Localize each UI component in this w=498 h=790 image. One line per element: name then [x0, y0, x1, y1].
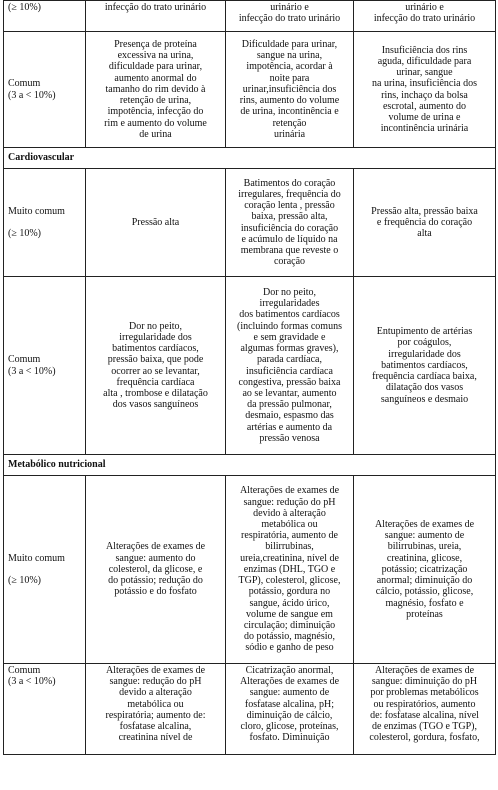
reaction-cell: Pressão alta, pressão baixa e frequência do coração alta [354, 169, 496, 277]
frequency-main: Comum [8, 665, 41, 676]
frequency-sub: (3 a < 10%) [8, 676, 56, 688]
frequency-sub: (3 a < 10%) [8, 89, 56, 101]
reaction-cell: Presença de proteína excessiva na urina, dificuldade para urinar, aumento anormal do tamanho do rim devido à retenção de urina, impotência, infecção do rim e aumento do volume de urina [86, 32, 226, 148]
reaction-cell: Alterações de exames de sangue: aumento de bilirrubinas, ureia, creatinina, glicose, potássio; cicatrização anormal; diminuição do cálcio, potássio, glicose, magnésio, fosfato e proteínas [354, 476, 496, 664]
frequency-sub: (≥ 10%) [8, 227, 41, 239]
adverse-reactions-table [3, 0, 496, 755]
frequency-main: Muito comum [8, 553, 65, 565]
frequency-main: Comum [8, 78, 41, 90]
frequency-sub: (≥ 10%) [8, 2, 41, 13]
frequency-sub: (≥ 10%) [8, 574, 41, 586]
reaction-cell: Alterações de exames de sangue: redução do pH devido à alteração metabólica ou respiratória, aumento de bilirrubinas, ureia,creatinina, nível de enzimas (DHL, TGO e TGP), colesterol, glicose, potássio, gordura no sangue, ácido úrico, volume de sangue em circulação; diminuição do potássio, magnésio, sódio e ganho de peso [226, 476, 354, 664]
table-row [4, 476, 496, 664]
reaction-cell: infecção do trato urinário [86, 1, 226, 32]
table-row [4, 1, 496, 32]
reaction-cell: Cicatrização anormal, Alterações de exames de sangue: aumento de fosfatase alcalina, pH; diminuição de cálcio, cloro, glicose, proteínas, fosfato. Diminuição [226, 664, 354, 755]
frequency-cell [4, 277, 86, 455]
frequency-sub: (3 a < 10%) [8, 365, 56, 377]
reaction-cell: Alterações de exames de sangue: redução do pH devido a alteração metabólica ou respiratória; aumento de: fosfatase alcalina, creatinina nível de [86, 664, 226, 755]
reaction-cell: Dificuldade para urinar, sangue na urina, impotência, acordar à noite para urinar,insuficiência dos rins, aumento do volume de urina, incontinência e retenção urinária [226, 32, 354, 148]
reaction-cell: Entupimento de artérias por coágulos, irregularidade dos batimentos cardíacos, frequência cardíaca baixa, dilatação dos vasos sanguíneos e desmaio [354, 277, 496, 455]
reaction-cell: urinário e infecção do trato urinário [354, 1, 496, 32]
reaction-cell: urinário e infecção do trato urinário [226, 1, 354, 32]
reaction-cell: Insuficiência dos rins aguda, dificuldade para urinar, sangue na urina, insuficiência dos rins, inchaço da bolsa escrotal, aumento do volume de urina e incontinência urinária [354, 32, 496, 148]
table-row [4, 277, 496, 455]
reaction-cell: Dor no peito, irregularidade dos batimentos cardíacos, pressão baixa, que pode ocorrer ao se levantar, frequência cardíaca alta , trombose e dilatação dos vasos sanguíneos [86, 277, 226, 455]
frequency-cell [4, 476, 86, 664]
frequency-cell [4, 169, 86, 277]
reaction-cell: Alterações de exames de sangue: diminuição do pH por problemas metabólicos ou respiratórios, aumento de: fosfatase alcalina, nível de enzimas (TGO e TGP), colesterol, gordura, fosfato, [354, 664, 496, 755]
frequency-cell [4, 664, 86, 755]
reaction-cell: Pressão alta [86, 169, 226, 277]
frequency-main: Comum [8, 354, 41, 366]
frequency-main: Muito comum [8, 206, 65, 218]
section-row-cardiovascular [4, 148, 496, 169]
section-row-metabolic [4, 455, 496, 476]
frequency-cell [4, 32, 86, 148]
table-row [4, 169, 496, 277]
section-heading: Metabólico nutricional [4, 455, 496, 476]
reaction-cell: Alterações de exames de sangue: aumento do colesterol, da glicose, e do potássio; redução do potássio e do fosfato [86, 476, 226, 664]
frequency-cell [4, 1, 86, 32]
reaction-cell: Dor no peito, irregularidades dos batimentos cardíacos (incluindo formas comuns e sem gravidade e algumas formas graves), parada cardíaca, insuficiência cardíaca congestiva, pressão baixa ao se levantar, aumento da pressão pulmonar, desmaio, espasmo das artérias e aumento da pressão venosa [226, 277, 354, 455]
table-row [4, 664, 496, 755]
reaction-cell: Batimentos do coração irregulares, frequência do coração lenta , pressão baixa, pressão alta, insuficiência do coração e acúmulo de líquido na membrana que reveste o coração [226, 169, 354, 277]
table-row [4, 32, 496, 148]
section-heading: Cardiovascular [4, 148, 496, 169]
